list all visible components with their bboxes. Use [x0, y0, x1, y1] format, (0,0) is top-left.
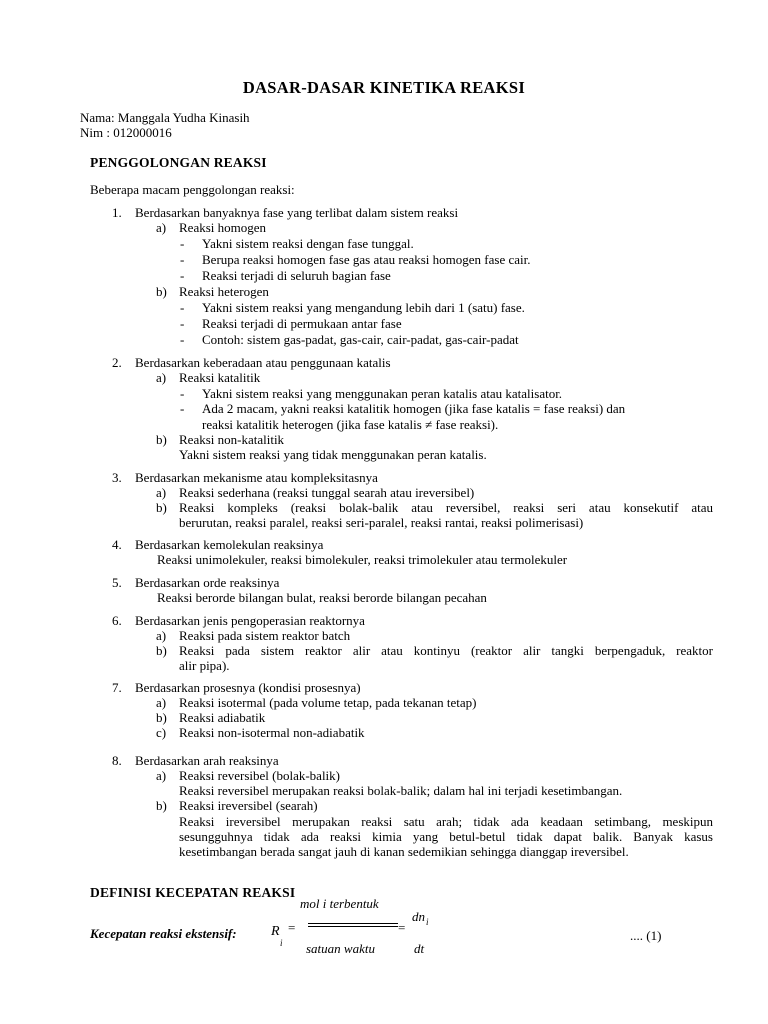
item-text: Berdasarkan keberadaan atau penggunaan katalis — [135, 355, 391, 370]
derivative-numerator: dn — [412, 909, 425, 924]
bullet-text: Contoh: sistem gas-padat, gas-cair, cair-padat, gas-cair-padat — [202, 332, 519, 347]
section-heading-penggolongan: PENGGOLONGAN REAKSI — [90, 155, 267, 170]
author-name: Nama: Manggala Yudha Kinasih — [80, 110, 250, 125]
equation-lhs: R — [271, 924, 280, 939]
bullet-text-continuation: reaksi katalitik heterogen (jika fase katalis ≠ fase reaksi). — [202, 417, 499, 432]
item-number: 4. — [112, 537, 122, 552]
bullet-dash: - — [180, 252, 185, 267]
fraction-bar — [308, 923, 398, 924]
item-number: 7. — [112, 680, 122, 695]
bullet-dash: - — [180, 332, 185, 347]
item-number: 6. — [112, 613, 122, 628]
bullet-dash: - — [180, 236, 185, 251]
item-number: 3. — [112, 470, 122, 485]
bullet-text: Berupa reaksi homogen fase gas atau reaksi homogen fase cair. — [202, 252, 531, 267]
item-text: Berdasarkan jenis pengoperasian reaktornya — [135, 613, 365, 628]
equation-label: Kecepatan reaksi ekstensif: — [90, 926, 237, 941]
derivative-denominator: dt — [414, 941, 425, 956]
bullet-text: Yakni sistem reaksi yang mengandung lebih dari 1 (satu) fase. — [202, 300, 525, 315]
item-text: Berdasarkan arah reaksinya — [135, 753, 279, 768]
sub-text: Reaksi kompleks (reaksi bolak-balik atau reversibel, reaksi seri atau konsekutif atau — [179, 500, 713, 515]
sub-label: a) — [156, 628, 167, 643]
bullet-text: Yakni sistem reaksi dengan fase tunggal. — [202, 236, 414, 251]
equation-number: .... (1) — [630, 928, 662, 943]
sub-description: Reaksi ireversibel merupakan reaksi satu arah; tidak ada keadaan setimbang, meskipun — [179, 814, 713, 829]
sub-text: Reaksi pada sistem reaktor alir atau kontinyu (reaktor alir tangki berpengaduk, reaktor — [179, 643, 713, 658]
sub-text: Reaksi ireversibel (searah) — [179, 798, 318, 813]
sub-text: Reaksi non-isotermal non-adiabatik — [179, 725, 365, 740]
sub-label: b) — [156, 710, 167, 725]
sub-text: Reaksi non-katalitik — [179, 432, 285, 447]
sub-text: Reaksi pada sistem reaktor batch — [179, 628, 351, 643]
sub-label: a) — [156, 220, 167, 235]
bullet-text: Reaksi terjadi di seluruh bagian fase — [202, 268, 391, 283]
sub-text: Reaksi isotermal (pada volume tetap, pada tekanan tetap) — [179, 695, 477, 710]
sub-label: b) — [156, 432, 167, 447]
item-text: Berdasarkan mekanisme atau kompleksitasnya — [135, 470, 378, 485]
sub-label: b) — [156, 798, 167, 813]
sub-text-continuation: berurutan, reaksi paralel, reaksi seri-paralel, reaksi rantai, reaksi polimerisasi) — [179, 515, 584, 530]
sub-text-continuation: alir pipa). — [179, 658, 230, 673]
sub-label: b) — [156, 284, 167, 299]
sub-text: Reaksi heterogen — [179, 284, 269, 299]
item-description: Reaksi berorde bilangan bulat, reaksi berorde bilangan pecahan — [157, 590, 487, 605]
section-intro: Beberapa macam penggolongan reaksi: — [90, 182, 295, 197]
bullet-text: Ada 2 macam, yakni reaksi katalitik homogen (jika fase katalis = fase reaksi) dan — [202, 401, 626, 416]
sub-text: Reaksi sederhana (reaksi tunggal searah atau ireversibel) — [179, 485, 475, 500]
item-text: Berdasarkan kemolekulan reaksinya — [135, 537, 324, 552]
item-number: 8. — [112, 753, 122, 768]
sub-label: c) — [156, 725, 167, 740]
sub-description: Yakni sistem reaksi yang tidak menggunakan peran katalis. — [179, 447, 487, 462]
fraction-numerator: mol i terbentuk — [300, 896, 379, 911]
sub-description: kesetimbangan berada sangat jauh di kanan sedemikian sehingga dianggap ireversibel. — [179, 844, 629, 859]
bullet-dash: - — [180, 300, 185, 315]
equation-lhs-subscript: i — [280, 938, 283, 948]
bullet-dash: - — [180, 401, 185, 416]
document-title: DASAR-DASAR KINETIKA REAKSI — [242, 78, 526, 97]
sub-label: a) — [156, 485, 167, 500]
sub-label: b) — [156, 500, 167, 515]
sub-text: Reaksi homogen — [179, 220, 267, 235]
author-nim: Nim : 012000016 — [80, 125, 172, 140]
item-text: Berdasarkan banyaknya fase yang terlibat dalam sistem reaksi — [135, 205, 459, 220]
sub-label: a) — [156, 695, 167, 710]
item-text: Berdasarkan prosesnya (kondisi prosesnya) — [135, 680, 361, 695]
bullet-dash: - — [180, 268, 185, 283]
sub-label: a) — [156, 370, 167, 385]
sub-description: Reaksi reversibel merupakan reaksi bolak-balik; dalam hal ini terjadi kesetimbangan. — [179, 783, 623, 798]
sub-label: b) — [156, 643, 167, 658]
item-number: 2. — [112, 355, 122, 370]
sub-text: Reaksi adiabatik — [179, 710, 266, 725]
sub-text: Reaksi katalitik — [179, 370, 261, 385]
equals-sign: = — [288, 920, 296, 935]
fraction-denominator: satuan waktu — [306, 941, 375, 956]
fraction-bar — [308, 926, 398, 927]
bullet-text: Yakni sistem reaksi yang menggunakan peran katalis atau katalisator. — [202, 386, 563, 401]
equals-sign: = — [398, 920, 406, 935]
item-text: Berdasarkan orde reaksinya — [135, 575, 280, 590]
item-number: 5. — [112, 575, 122, 590]
bullet-dash: - — [180, 386, 185, 401]
section-heading-definisi: DEFINISI KECEPATAN REAKSI — [90, 885, 296, 900]
sub-description: sesungguhnya tidak ada reaksi kimia yang betul-betul tidak dapat balik. Banyak kasus — [179, 829, 713, 844]
derivative-subscript: i — [426, 917, 429, 927]
item-number: 1. — [112, 205, 122, 220]
bullet-dash: - — [180, 316, 185, 331]
sub-label: a) — [156, 768, 167, 783]
sub-text: Reaksi reversibel (bolak-balik) — [179, 768, 340, 783]
bullet-text: Reaksi terjadi di permukaan antar fase — [202, 316, 402, 331]
item-description: Reaksi unimolekuler, reaksi bimolekuler, reaksi trimolekuler atau termolekuler — [157, 552, 568, 567]
